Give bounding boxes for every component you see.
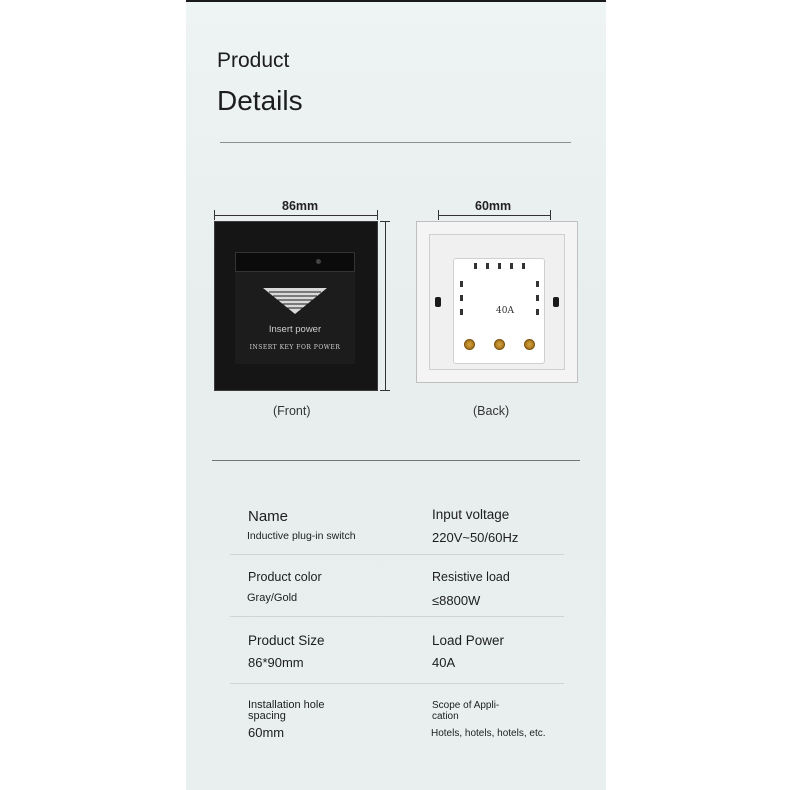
product-details-panel: [186, 0, 606, 790]
title-line-1: Product: [217, 49, 290, 72]
pin: [522, 263, 525, 269]
terminal-block: [453, 258, 545, 364]
indicator-light: [316, 259, 321, 264]
insert-power-text: Insert power: [268, 324, 322, 335]
row-divider: [230, 554, 564, 555]
spec-label: Name: [248, 508, 289, 525]
pin: [498, 263, 501, 269]
section-divider: [212, 460, 580, 461]
title-line-2: Details: [217, 85, 303, 116]
pin: [460, 309, 463, 315]
insert-key-text: INSERT KEY FOR POWER: [249, 344, 341, 351]
spec-value: 220V~50/60Hz: [432, 530, 519, 545]
spec-value: 40A: [432, 655, 456, 670]
spec-label: Product color: [248, 570, 322, 584]
front-width-tick-right: [377, 210, 378, 220]
pin: [536, 281, 539, 287]
front-plate: [214, 221, 378, 391]
back-caption: (Back): [473, 404, 510, 418]
terminal-screw: [524, 339, 535, 350]
spec-value: 86*90mm: [248, 655, 304, 670]
spec-value: Inductive plug-in switch: [247, 530, 356, 542]
top-border: [186, 0, 606, 2]
rating-label: 40A: [496, 306, 514, 316]
spec-label: Resistive load: [432, 570, 510, 584]
front-lower-panel: [235, 272, 355, 364]
spec-value: 60mm: [248, 725, 285, 740]
back-width-label: 60mm: [475, 199, 512, 213]
terminal-screw: [494, 339, 505, 350]
height-tick-bottom: [380, 390, 390, 391]
row-divider: [230, 616, 564, 617]
row-divider: [230, 683, 564, 684]
insert-arrow-icon: [263, 288, 327, 316]
spec-label: Product Size: [248, 633, 325, 648]
front-width-tick-left: [214, 210, 215, 220]
height-line: [385, 221, 386, 391]
pin: [486, 263, 489, 269]
front-caption: (Front): [273, 404, 311, 418]
mount-clip-left: [435, 297, 441, 307]
pin: [536, 295, 539, 301]
spec-label: Installation hole spacing: [248, 699, 325, 722]
header-divider: [220, 142, 571, 143]
card-slot: [235, 252, 355, 272]
spec-value: ≤8800W: [432, 593, 481, 608]
terminal-screw: [464, 339, 475, 350]
pin: [474, 263, 477, 269]
back-plate: [416, 221, 578, 383]
back-width-line: [438, 215, 550, 216]
spec-value: Hotels, hotels, hotels, etc.: [431, 728, 546, 739]
back-width-tick-right: [550, 210, 551, 220]
spec-label: Load Power: [432, 633, 505, 648]
front-width-line: [214, 215, 378, 216]
pin: [536, 309, 539, 315]
mount-clip-right: [553, 297, 559, 307]
pin: [460, 295, 463, 301]
spec-label: Scope of Appli-cation: [432, 700, 500, 722]
spec-label: Input voltage: [432, 507, 510, 522]
height-tick-top: [380, 221, 390, 222]
pin: [510, 263, 513, 269]
front-width-label: 86mm: [282, 199, 319, 213]
pin: [460, 281, 463, 287]
back-width-tick-left: [438, 210, 439, 220]
spec-value: Gray/Gold: [247, 592, 298, 604]
